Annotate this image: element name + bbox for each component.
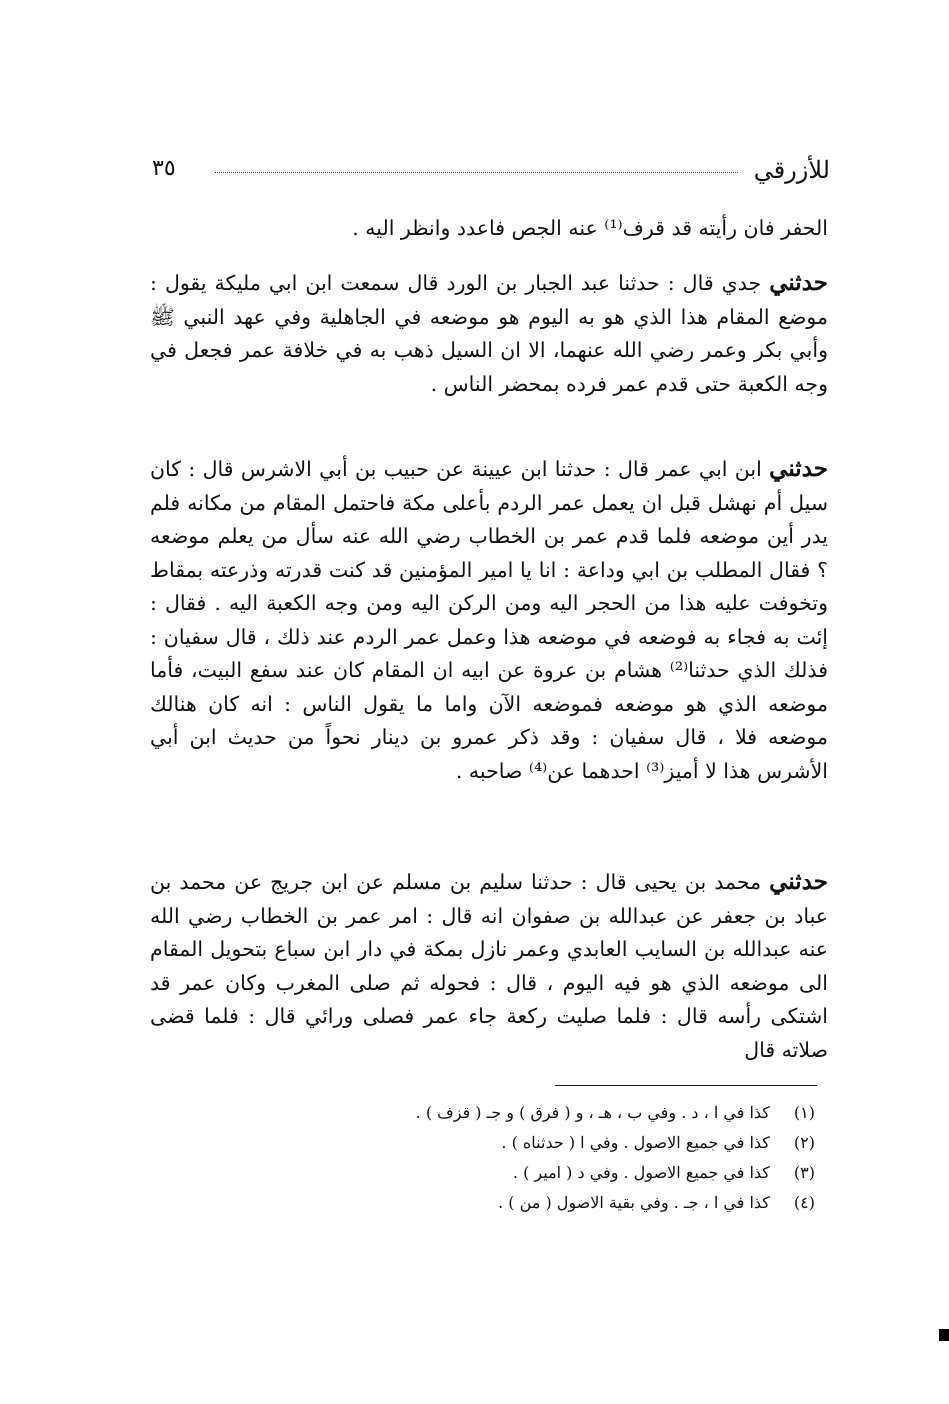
paragraph-text: ابن ابي عمر قال : حدثنا ابن عيينة عن حبيب بن أبي الاشرس قال : كان سيل أم نهشل قبل ان يعمل عمر الردم بأعلى مكة فاحتمل المقام من مكانه فلم يدر أين موضعه فلما قدم عمر بن الخطاب رضي الله عنه سأل من يعلم موضعه ؟ فقال المطلب بن ابي وداعة : انا يا امير المؤمنين قد كنت قدرته وذرعته بمقاط وتخوفت عليه هذا من الحجر اليه ومن الركن اليه ومن وجه الكعبة اليه . فقال : إئت به فجاء به فوضعه في موضعه هذا وعمل عمر الردم عند ذلك ، قال سفيان : فذلك الذي حدثنا⁽²⁾ هشام بن عروة عن ابيه ان المقام كان عند سفع البيت، فأما موضعه الذي هو موضعه فموضعه الآن واما ما يقول الناس : انه كان هنالك موضعه فلا ، قال سفيان : وقد ذكر عمرو بن دينار نحواً من حديث ابن أبي الأشرس هذا لا أميز⁽³⁾ احدهما عن⁽⁴⁾ صاحبه . [150,457,828,783]
dotted-header-rule [215,172,738,173]
paragraph-2 [150,266,828,401]
footnote-text: كذا في جميع الاصول . وفي ا ( حدثناه ) . [501,1133,770,1152]
footnote-marker: (٢) [793,1133,815,1152]
paragraph-text: جدي قال : حدثنا عبد الجبار بن الورد قال سمعت ابن ابي مليكة يقول : موضع المقام هذا الذي هو به اليوم هو موضعه في الجاهلية وفي عهد النبي ﷺ وأبي بكر وعمر رضي الله عنهما، الا ان السيل ذهب به في خلافة عمر فجعل في وجه الكعبة حتى قدم عمر فرده بمحضر الناس . [150,271,828,396]
footnote-separator [555,1085,817,1086]
paragraph-lead-word: حدثني [769,455,828,482]
paragraph-4 [150,865,828,1067]
paragraph-text: الحفر فان رأيته قد قرف⁽¹⁾ عنه الجص فاعدد وانظر اليه . [352,216,828,240]
footnote-text: كذا في جميع الاصول . وفي د ( امير ) . [512,1163,770,1182]
footnote-text: كذا في ا ، جـ . وفي بقية الاصول ( من ) . [498,1193,770,1212]
scan-edge-mark [939,1329,949,1341]
footnote-2 [300,1128,815,1158]
footnote-3 [300,1158,815,1188]
footnote-1 [300,1098,815,1128]
paragraph-lead-word: حدثني [769,868,828,895]
paragraph-1 [150,212,828,246]
page-number: ٣٥ [152,156,176,181]
paragraph-text: محمد بن يحيى قال : حدثنا سليم بن مسلم عن ابن جريج عن محمد بن عباد بن جعفر عن عبدالله بن صفوان انه قال : امر عمر بن الخطاب رضي الله عنه عبدالله بن السايب العابدي وعمر نازل بمكة في دار ابن سباع بتحويل المقام الى موضعه الذي هو فيه اليوم ، قال : فحوله ثم صلى المغرب وكان عمر قد اشتكى رأسه قال : فلما صليت ركعة جاء عمر فصلى ورائي قال : فلما قضى صلاته قال [150,870,828,1062]
footnote-marker: (١) [793,1103,815,1122]
paragraph-lead-word: حدثني [769,269,828,296]
footnote-marker: (٣) [793,1163,815,1182]
footnote-text: كذا في ا ، د . وفي ب ، هـ ، و ( فرق ) و جـ ( قزف ) . [415,1103,770,1122]
footnote-marker: (٤) [793,1193,815,1212]
footnote-4 [300,1188,815,1218]
paragraph-3 [150,452,828,788]
footnotes [300,1098,815,1218]
page-header [150,150,830,190]
running-title: للأزرقي [753,156,830,184]
